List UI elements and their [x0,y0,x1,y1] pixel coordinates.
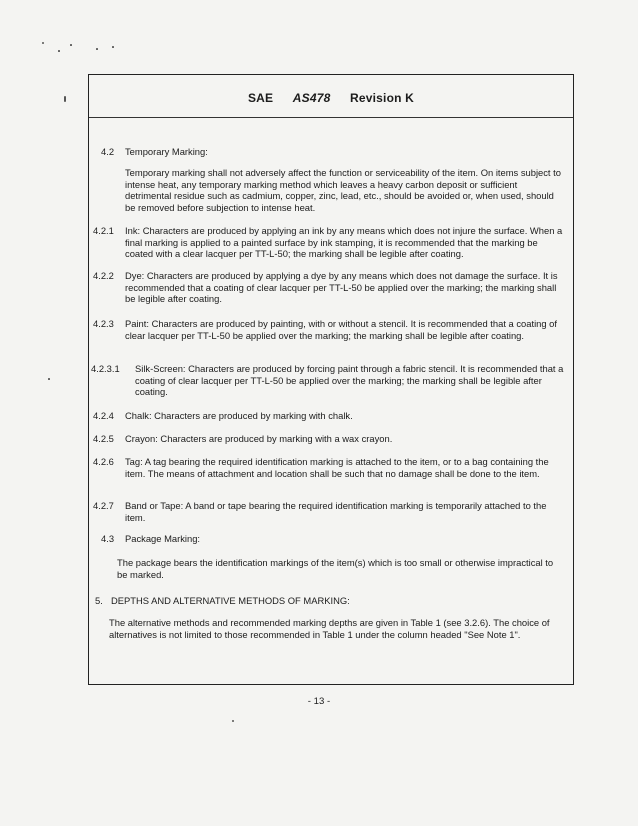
scan-artifact [64,96,66,102]
section-paragraph: The package bears the identification markings of the item(s) which is too small or otherwise impractical to be marked. [117,557,554,580]
section-paragraph: The alternative methods and recommended marking depths are given in Table 1 (see 3.2.6). The choice of alternatives is not limited to those recommended in Table 1 under the column headed "See Note 1". [109,617,550,640]
scan-artifact [48,378,50,380]
section-number: 5. [95,595,103,606]
page-frame [88,74,574,685]
section-paragraph: Ink: Characters are produced by applying an ink by any means which does not injure the surface. When a final marking is applied to a painted surface by ink stamping, it is recommended that the marking be coated with a clear lacquer per TT-L-50; the marking shall be legible after coating. [125,225,563,260]
header-revision: Revision K [350,91,415,105]
section-number: 4.2.1 [93,225,114,236]
section-number: 4.2.2 [93,270,114,281]
section-paragraph: Chalk: Characters are produced by marking with chalk. [125,410,353,421]
section-heading: Temporary Marking: [125,146,208,157]
section-number: 4.2.3.1 [91,363,120,374]
scan-artifact [96,48,98,50]
section-paragraph: Tag: A tag bearing the required identification marking is attached to the item, or to a bag containing the item. The means of attachment and location shall be such that no damage shall be done to the item. [125,456,549,479]
section-paragraph: Crayon: Characters are produced by marking with a wax crayon. [125,433,393,444]
section-number: 4.2.5 [93,433,114,444]
section-paragraph: Dye: Characters are produced by applying a dye by any means which does not damage the surface. It is recommended that a coating of clear lacquer per TT-L-50 be applied over the marking; the marking shall be legible after coating. [125,270,558,305]
scan-artifact [58,50,60,52]
scan-artifact [232,720,234,722]
section-number: 4.3 [101,533,115,544]
section-paragraph: Paint: Characters are produced by painting, with or without a stencil. It is recommended that a coating of clear lacquer per TT-L-50 be applied over the marking; the marking shall be legible after coating. [125,318,558,341]
section-heading: Package Marking: [125,533,201,544]
header-doc-number: AS478 [292,91,331,105]
document-body [89,75,573,684]
section-number: 4.2.6 [93,456,114,467]
section-paragraph: Band or Tape: A band or tape bearing the required identification marking is temporarily attached to the item. [125,500,547,523]
section-heading: DEPTHS AND ALTERNATIVE METHODS OF MARKING: [111,595,350,606]
section-number: 4.2.7 [93,500,114,511]
section-paragraph: Silk-Screen: Characters are produced by forcing paint through a fabric stencil. It is recommended that a coating of clear lacquer per TT-L-50 be applied over the marking; the marking shall be legible after coating. [135,363,564,398]
section-number: 4.2.4 [93,410,114,421]
page-number: - 13 - [307,696,331,707]
header-org: SAE [247,91,274,105]
section-paragraph: Temporary marking shall not adversely affect the function or serviceability of the item. On items subject to intense heat, any temporary marking method which leaves a heavy carbon deposit or sufficient detrimental residue such as cadmium, copper, zinc, lead, etc., should be avoided or, when used, should be removed before subjection to intense heat. [125,167,561,213]
section-number: 4.2 [101,146,115,157]
section-number: 4.2.3 [93,318,114,329]
scan-artifact [70,44,72,46]
scan-artifact [112,46,114,48]
scan-artifact [42,42,44,44]
